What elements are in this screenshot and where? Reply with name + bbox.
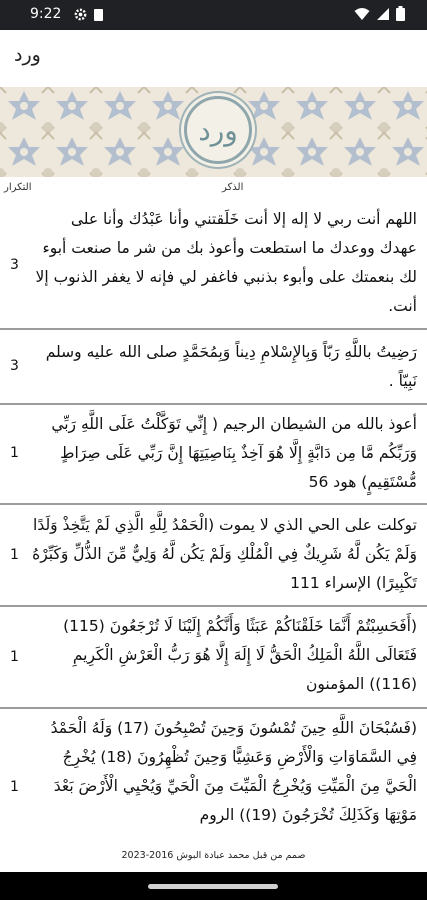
list-item[interactable]	[0, 405, 427, 505]
list-item[interactable]	[0, 505, 427, 607]
logo-text: ورد	[198, 113, 238, 147]
settings-gear-icon	[73, 7, 88, 26]
repeat-count: 1	[10, 779, 19, 795]
app-bar	[0, 30, 427, 87]
app-title: ورد	[14, 44, 41, 66]
wifi-icon	[354, 6, 370, 25]
app-logo	[184, 96, 252, 164]
footer-credit: صمم من قبل محمد عبادة البوش 2016-2023	[121, 850, 306, 861]
header-banner	[0, 87, 427, 177]
repeat-count: 3	[10, 257, 19, 273]
list-item[interactable]	[0, 607, 427, 709]
battery-icon	[396, 6, 405, 25]
repeat-count: 1	[10, 445, 19, 461]
column-headers	[0, 178, 427, 200]
zikr-text: توكلت على الحي الذي لا يموت (الْحَمْدُ لِلَّهِ الَّذِي لَمْ يَتَّخِذْ وَلَدًا وَلَمْ يَكُن لَّهُ شَرِيكٌ فِي الْمُلْكِ وَلَمْ يَكُن لَّهُ وَلِيٌّ مِّنَ الذُّلِّ وَكَبِّرْهُ تَكْبِيرًا) الإسراء 111	[32, 516, 417, 592]
navigation-bar	[0, 872, 427, 900]
zikr-text: رَضِيتُ باللَّهِ رَبّاً وَبِالإِسْلامِ دِيناً وَبِمُحَمَّدٍ صلى الله عليه وسلم نَبِيّاً .	[45, 343, 417, 390]
home-gesture-handle[interactable]	[148, 884, 278, 889]
signal-icon	[376, 6, 390, 25]
zikr-text: (فَسُبْحَانَ اللَّهِ حِينَ تُمْسُونَ وَحِينَ تُصْبِحُونَ (17) وَلَهُ الْحَمْدُ فِي السَّمَاوَاتِ وَالْأَرْضِ وَعَشِيًّا وَحِينَ تُظْهِرُونَ (18) يُخْرِجُ الْحَيَّ مِنَ الْمَيِّتِ وَيُخْرِجُ الْمَيِّتَ مِنَ الْحَيِّ وَيُحْيِي الْأَرْضَ بَعْدَ مَوْتِهَا وَكَذَلِكَ تُخْرَجُونَ (19)) الروم	[50, 719, 417, 824]
zikr-list[interactable]	[0, 200, 427, 850]
zikr-text: أعوذ بالله من الشيطان الرجيم ( إِنِّي تَوَكَّلْتُ عَلَى اللَّهِ رَبِّي وَرَبِّكُم مَّا مِن دَابَّةٍ إِلَّا هُوَ آخِذٌ بِنَاصِيَتِهَا إِنَّ رَبِّي عَلَى صِرَاطٍ مُّسْتَقِيمٍ) هود 56	[51, 415, 417, 491]
repeat-count: 1	[10, 649, 19, 665]
sim-card-icon	[94, 9, 103, 21]
repeat-count: 3	[10, 358, 19, 374]
status-bar	[0, 0, 427, 30]
zikr-text: (أَفَحَسِبْتُمْ أَنَّمَا خَلَقْنَاكُمْ عَبَثًا وَأَنَّكُمْ إِلَيْنَا لَا تُرْجَعُونَ (115) فَتَعَالَى اللَّهُ الْمَلِكُ الْحَقُّ لَا إِلَهَ إِلَّا هُوَ رَبُّ الْعَرْشِ الْكَرِيمِ (116)) المؤمنون	[63, 617, 417, 693]
repeat-count: 1	[10, 547, 19, 563]
header-zikr: الذكر	[222, 182, 244, 193]
list-item[interactable]	[0, 709, 427, 850]
list-item[interactable]	[0, 200, 427, 330]
list-item[interactable]	[0, 330, 427, 405]
zikr-text: اللهم أنت ربي لا إله إلا أنت خَلَقتني وأنا عَبْدُك وأنا على عهدك ووعدك ما استطعت وأعوذ بك من شر ما صنعت أبوء لك بنعمتك على وأبوء بذنبي فاغفر لي فإنه لا يغفر الذنوب إلا أنت.	[35, 210, 417, 315]
header-repeat: التكرار	[4, 182, 32, 193]
status-time: 9:22	[30, 6, 62, 22]
